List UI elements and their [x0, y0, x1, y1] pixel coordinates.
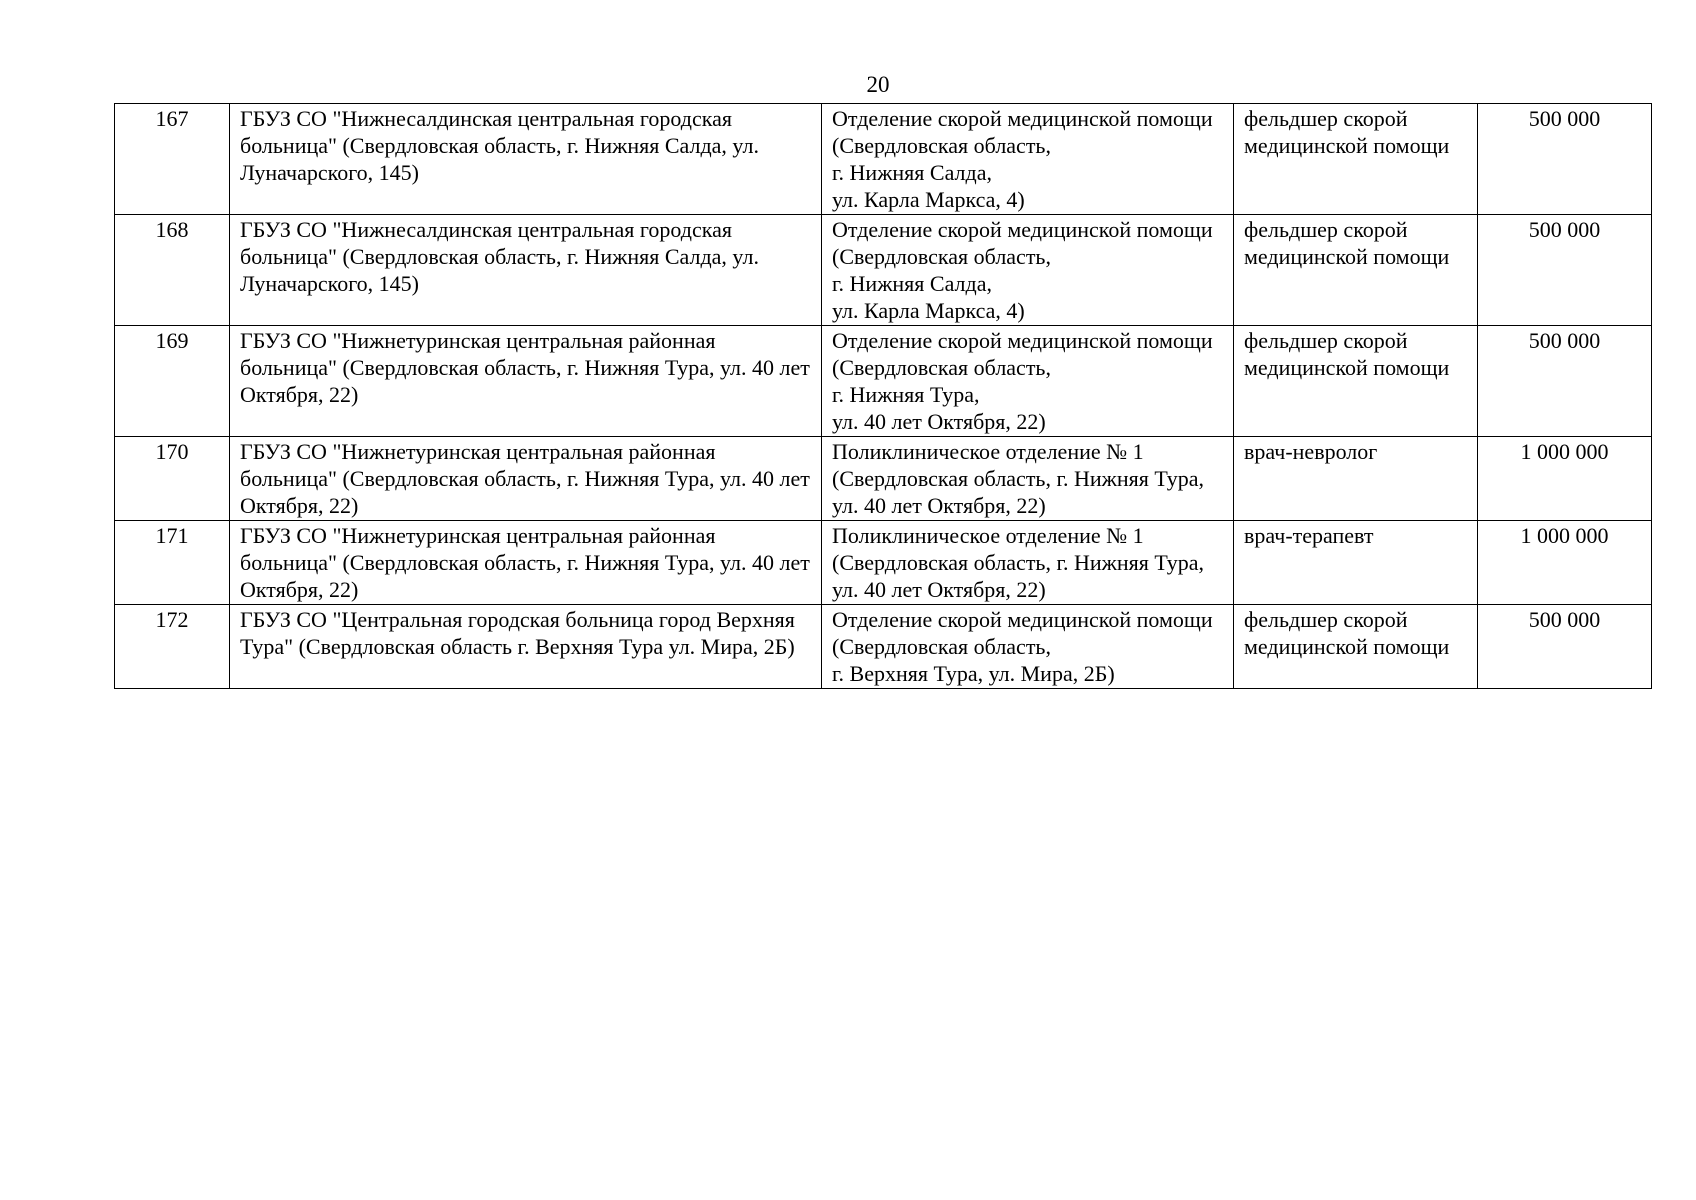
table-row: [115, 215, 1652, 326]
table-row: [115, 104, 1652, 215]
page-number: 20: [866, 72, 890, 97]
amount-cell: 500 000: [1478, 326, 1652, 437]
amount-cell: 1 000 000: [1478, 521, 1652, 605]
table-row: [115, 326, 1652, 437]
row-number: 168: [115, 215, 230, 326]
position-cell: фельдшер скорой медицинской помощи: [1234, 326, 1478, 437]
organization-cell: ГБУЗ СО "Нижнетуринская центральная районная больница" (Свердловская область, г. Нижняя Тура, ул. 40 лет Октября, 22): [230, 521, 822, 605]
position-cell: врач-терапевт: [1234, 521, 1478, 605]
organization-cell: ГБУЗ СО "Нижнетуринская центральная районная больница" (Свердловская область, г. Нижняя Тура, ул. 40 лет Октября, 22): [230, 326, 822, 437]
table-row: [115, 605, 1652, 689]
amount-cell: 500 000: [1478, 104, 1652, 215]
amount-cell: 500 000: [1478, 605, 1652, 689]
department-cell: Отделение скорой медицинской помощи (Свердловская область, г. Верхняя Тура, ул. Мира, 2Б): [822, 605, 1234, 689]
position-cell: фельдшер скорой медицинской помощи: [1234, 104, 1478, 215]
row-number: 172: [115, 605, 230, 689]
department-cell: Отделение скорой медицинской помощи (Свердловская область, г. Нижняя Тура, ул. 40 лет Октября, 22): [822, 326, 1234, 437]
position-cell: фельдшер скорой медицинской помощи: [1234, 215, 1478, 326]
position-cell: фельдшер скорой медицинской помощи: [1234, 605, 1478, 689]
row-number: 167: [115, 104, 230, 215]
organization-cell: ГБУЗ СО "Центральная городская больница город Верхняя Тура" (Свердловская область г. Верхняя Тура ул. Мира, 2Б): [230, 605, 822, 689]
amount-cell: 500 000: [1478, 215, 1652, 326]
row-number: 170: [115, 437, 230, 521]
position-cell: врач-невролог: [1234, 437, 1478, 521]
row-number: 169: [115, 326, 230, 437]
organization-cell: ГБУЗ СО "Нижнетуринская центральная районная больница" (Свердловская область, г. Нижняя Тура, ул. 40 лет Октября, 22): [230, 437, 822, 521]
department-cell: Отделение скорой медицинской помощи (Свердловская область, г. Нижняя Салда, ул. Карла Маркса, 4): [822, 104, 1234, 215]
organization-cell: ГБУЗ СО "Нижнесалдинская центральная городская больница" (Свердловская область, г. Нижняя Салда, ул. Луначарского, 145): [230, 104, 822, 215]
table-row: [115, 521, 1652, 605]
department-cell: Поликлиническое отделение № 1 (Свердловская область, г. Нижняя Тура, ул. 40 лет Октября, 22): [822, 437, 1234, 521]
table-row: [115, 437, 1652, 521]
amount-cell: 1 000 000: [1478, 437, 1652, 521]
row-number: 171: [115, 521, 230, 605]
organization-cell: ГБУЗ СО "Нижнесалдинская центральная городская больница" (Свердловская область, г. Нижняя Салда, ул. Луначарского, 145): [230, 215, 822, 326]
department-cell: Поликлиническое отделение № 1 (Свердловская область, г. Нижняя Тура, ул. 40 лет Октября, 22): [822, 521, 1234, 605]
data-table: [114, 103, 1652, 689]
department-cell: Отделение скорой медицинской помощи (Свердловская область, г. Нижняя Салда, ул. Карла Маркса, 4): [822, 215, 1234, 326]
